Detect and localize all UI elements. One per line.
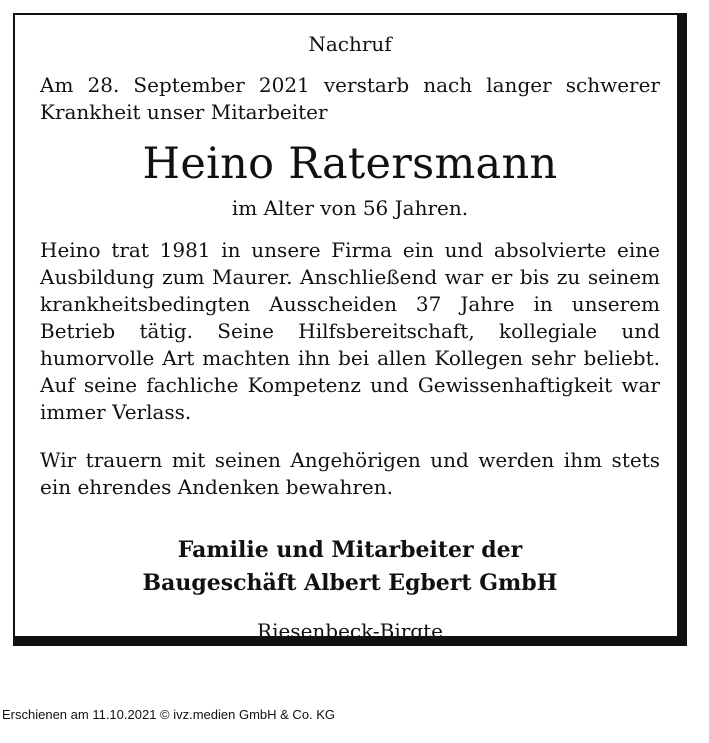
signature-block [40, 534, 660, 600]
publication-footer: Erschienen am 11.10.2021 © ivz.medien GmbH & Co. KG [2, 707, 336, 722]
deceased-name: Heino Ratersmann [142, 139, 558, 189]
notice-heading: Nachruf [308, 32, 392, 56]
signature-line-1: Familie und Mitarbeiter der [177, 537, 523, 563]
place-name: Riesenbeck-Birgte [257, 619, 443, 643]
signature-line-2: Baugeschäft Albert Egbert GmbH [142, 570, 558, 596]
intro-paragraph: Am 28. September 2021 verstarb nach langer schwerer Krankheit unser Mitarbeiter [40, 73, 660, 124]
mourning-paragraph: Wir trauern mit seinen Angehörigen und werden ihm stets ein ehrendes Andenken bewahren. [40, 448, 660, 499]
obituary-notice [13, 13, 687, 646]
body-paragraph: Heino trat 1981 in unsere Firma ein und absolvierte eine Ausbildung zum Maurer. Anschließend war er bis zu seinem krankheitsbedingten Ausscheiden 37 Jahre in unserem Betrieb tätig. Seine Hilfsbereitschaft, kollegiale und humorvolle Art machten ihn bei allen Kollegen sehr beliebt. Auf seine fachliche Kompetenz und Gewissenhaftigkeit war immer Verlass. [40, 238, 660, 424]
age-line: im Alter von 56 Jahren. [231, 196, 469, 220]
